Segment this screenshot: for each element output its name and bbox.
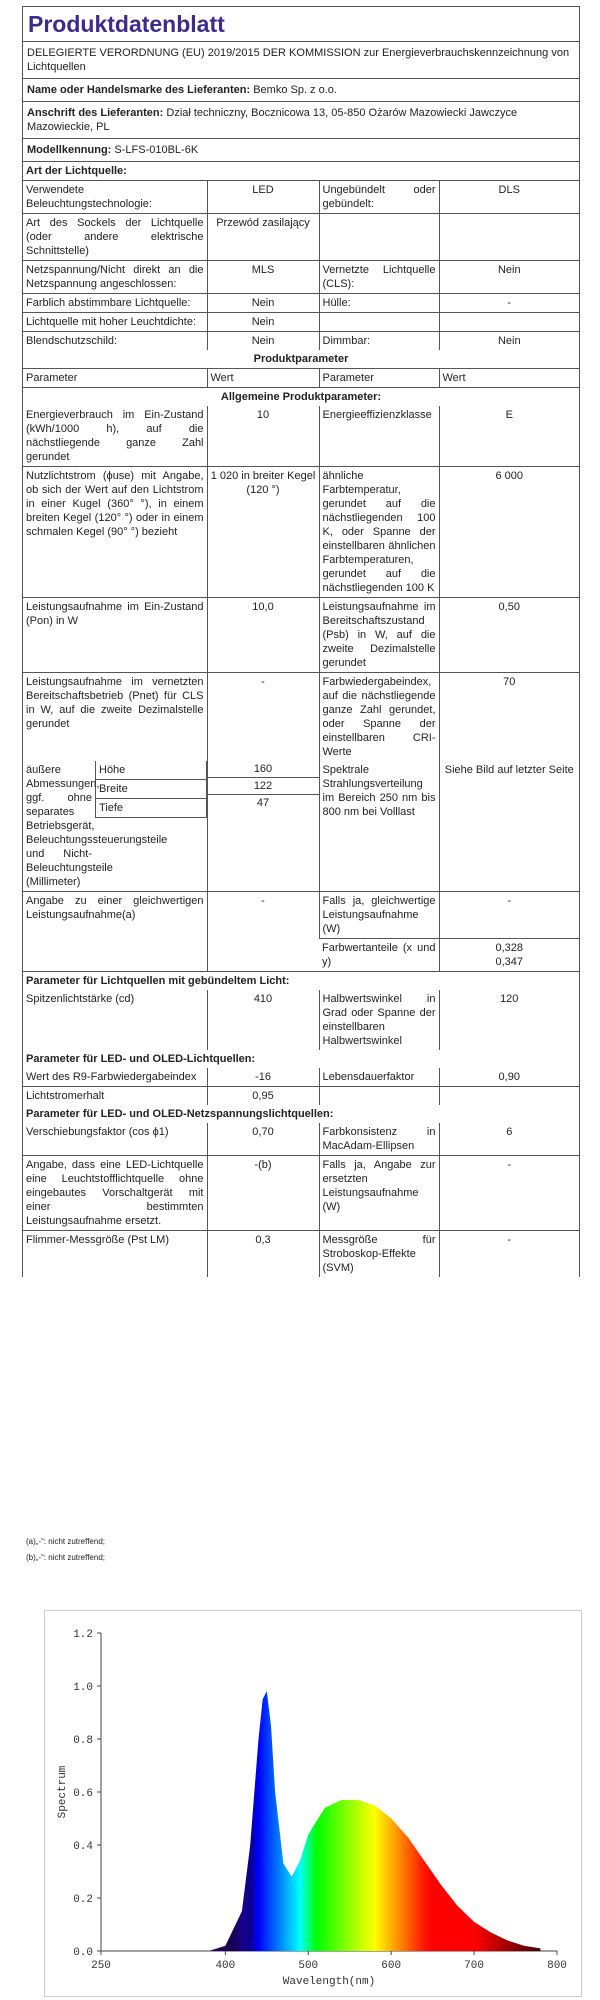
- art-l1-cell: Art des Sockels der Lichtquelle (oder andere elektrische Schnittstelle): [23, 214, 207, 261]
- art-row: [23, 294, 579, 313]
- general-row: [23, 467, 579, 598]
- x-tick-label: 400: [215, 1960, 236, 1972]
- footnote-b: (b)„-“: nicht zutreffend;: [26, 1553, 105, 1562]
- x-tick-label: 250: [91, 1960, 111, 1972]
- mains-l2-cell: Messgröße für Stroboskop-Effekte (SVM): [319, 1231, 439, 1278]
- general-l2-cell: Energieeffizienzklasse: [319, 406, 439, 467]
- general-v2-cell: 70: [439, 673, 579, 762]
- x-tick-label: 500: [298, 1960, 319, 1972]
- general-l2-cell: Farbwiedergabeindex, auf die nächstliegende ganze Zahl gerundet, oder Spanne der einstellbaren CRI-Werte: [319, 673, 439, 762]
- spectral-value: Siehe Bild auf letzter Seite: [439, 761, 579, 892]
- y-tick-label: 0.6: [73, 1788, 93, 1800]
- product-data-sheet: [22, 6, 580, 1277]
- led-v1-cell: -16: [207, 1068, 319, 1087]
- mains-row: [23, 1231, 579, 1278]
- footnotes: [26, 1534, 105, 1566]
- directional-v1-cell: 410: [207, 990, 319, 1050]
- x-tick-label: 600: [381, 1960, 402, 1972]
- art-v1-cell: Przewód zasilający: [207, 214, 319, 261]
- col-value-1: Wert: [207, 369, 319, 388]
- art-heading: Art der Lichtquelle:: [23, 162, 579, 181]
- art-v2-cell: [439, 214, 579, 261]
- art-l2-cell: [319, 313, 439, 332]
- general-row: [23, 673, 579, 762]
- col-value-2: Wert: [439, 369, 579, 388]
- address-row: [23, 102, 579, 139]
- chroma-y: 0,347: [495, 956, 524, 968]
- art-v2-cell: [439, 313, 579, 332]
- general-heading: Allgemeine Produktparameter:: [23, 388, 579, 407]
- y-tick-label: 0.8: [73, 1735, 93, 1747]
- general-v2-cell: E: [439, 406, 579, 467]
- directional-v2-cell: 120: [439, 990, 579, 1050]
- directional-l2-cell: Halbwertswinkel in Grad oder Spanne der einstellbaren Halbwertswinkel: [319, 990, 439, 1050]
- dimensions-label: äußere Abmessungen, ggf. ohne separates Betriebsgerät, Beleuchtungssteuerungsteile und Nicht-Beleuchtungsteile (Millimeter): [26, 764, 168, 888]
- directional-heading: Parameter für Lichtquellen mit gebündeltem Licht:: [23, 972, 579, 991]
- general-row: [23, 406, 579, 467]
- address-value: Dział techniczny, Bocznicowa 13, 05-850 Ożarów Mazowiecki Jawczyce Mazowieckie, PL: [27, 107, 518, 133]
- supplier-row: [23, 79, 579, 102]
- art-v1-cell: Nein: [207, 294, 319, 313]
- general-l1-cell: Leistungsaufnahme im vernetzten Bereitschaftsbetrieb (Pnet) für CLS in W, auf die zweite Dezimalstelle gerundet: [23, 673, 207, 762]
- art-l1-cell: Netzspannung/Nicht direkt an die Netzspannung angeschlossen:: [23, 261, 207, 294]
- y-axis-label: Spectrum: [57, 1765, 69, 1819]
- general-l1-cell: Leistungsaufnahme im Ein-Zustand (Pon) in W: [23, 598, 207, 673]
- spectrum-chart: [44, 1610, 582, 1997]
- directional-row: [23, 990, 579, 1050]
- led-heading: Parameter für LED- und OLED-Lichtquellen:: [26, 1053, 256, 1065]
- y-tick-label: 1.0: [73, 1682, 93, 1694]
- art-l1-cell: Farblich abstimmbare Lichtquelle:: [23, 294, 207, 313]
- chroma-x: 0,328: [495, 942, 524, 954]
- general-v2-cell: 0,50: [439, 598, 579, 673]
- footnote-a: (a)„-“: nicht zutreffend;: [26, 1537, 105, 1546]
- col-param-1: Parameter: [23, 369, 207, 388]
- equiv-row: [23, 892, 579, 939]
- params-heading: Produktparameter: [253, 353, 349, 365]
- led-row: [23, 1068, 579, 1087]
- art-row: [23, 332, 579, 351]
- led-v2-cell: 0,90: [439, 1068, 579, 1087]
- general-v1-cell: 1 020 in breiter Kegel (120 °): [207, 467, 319, 598]
- mains-l1-cell: Flimmer-Messgröße (Pst LM): [23, 1231, 207, 1278]
- art-l2-cell: [319, 214, 439, 261]
- mains-l1-cell: Angabe, dass eine LED-Lichtquelle eine Leuchtstofflichtquelle ohne eingebautes Vorschaltgerät mit einer bestimmten Leistungsaufnahme ersetzt.: [23, 1156, 207, 1231]
- y-tick-label: 0.2: [73, 1894, 93, 1906]
- led-l2-cell: [319, 1087, 439, 1106]
- led-row: [23, 1087, 579, 1106]
- mains-row: [23, 1123, 579, 1156]
- general-v1-cell: -: [207, 673, 319, 762]
- dimension-key: Höhe: [96, 761, 207, 780]
- dimension-value: 47: [256, 797, 270, 809]
- supplier-value: Bemko Sp. z o.o.: [253, 84, 337, 96]
- chroma-label: Farbwertanteile (x und y): [319, 939, 439, 972]
- art-l1-cell: Blendschutzschild:: [23, 332, 207, 351]
- art-row: [23, 261, 579, 294]
- art-v1-cell: Nein: [207, 313, 319, 332]
- led-l1-cell: Lichtstromerhalt: [23, 1087, 207, 1106]
- art-v2-cell: Nein: [439, 332, 579, 351]
- y-tick-label: 0.0: [73, 1947, 93, 1959]
- general-v2-cell: 6 000: [439, 467, 579, 598]
- y-tick-label: 1.2: [73, 1629, 93, 1641]
- mains-row: [23, 1156, 579, 1231]
- model-row: [23, 139, 579, 162]
- dimensions-row: [23, 761, 579, 892]
- directional-l1-cell: Spitzenlichtstärke (cd): [26, 993, 135, 1005]
- art-v2-cell: Nein: [439, 261, 579, 294]
- spec-table: [23, 181, 579, 1277]
- general-v1-cell: 10,0: [207, 598, 319, 673]
- x-tick-label: 700: [464, 1960, 484, 1972]
- general-l1-cell: Energieverbrauch im Ein-Zustand (kWh/1000 h), auf die nächstliegende ganze Zahl gerundet: [26, 409, 204, 463]
- model-label: Modellkennung:: [27, 144, 112, 156]
- dimension-key: Tiefe: [96, 799, 207, 818]
- mains-v2-cell: -: [439, 1156, 579, 1231]
- art-l2-cell: Vernetzte Lichtquelle (CLS):: [319, 261, 439, 294]
- art-l1-cell: Verwendete Beleuchtungstechnologie:: [26, 184, 152, 210]
- led-v1-cell: 0,95: [207, 1087, 319, 1106]
- art-v2-cell: DLS: [439, 181, 579, 214]
- mains-v1-cell: -(b): [207, 1156, 319, 1231]
- dimension-value: 122: [208, 778, 319, 795]
- mains-v2-cell: -: [439, 1231, 579, 1278]
- art-row: [23, 181, 579, 214]
- dimension-key: Breite: [96, 780, 207, 799]
- led-l2-cell: Lebensdauerfaktor: [319, 1068, 439, 1087]
- art-l2-cell: Hülle:: [319, 294, 439, 313]
- art-row: [23, 214, 579, 261]
- general-l2-cell: ähnliche Farbtemperatur, gerundet auf die nächstliegenden 100 K, oder Spanne der einstellbaren ähnlichen Farbtemperaturen, gerundet auf die nächstliegenden 100 K: [319, 467, 439, 598]
- general-l2-cell: Leistungsaufnahme im Bereitschaftszustand (Psb) in W, auf die zweite Dezimalstelle gerundet: [319, 598, 439, 673]
- art-l1-cell: Lichtquelle mit hoher Leuchtdichte:: [23, 313, 207, 332]
- general-v1-cell: 10: [207, 406, 319, 467]
- mains-l1-cell: Verschiebungsfaktor (cos ϕ1): [26, 1126, 169, 1138]
- equiv-value: -: [207, 892, 319, 972]
- model-value: S-LFS-010BL-6K: [114, 144, 199, 156]
- art-l2-cell: Dimmbar:: [319, 332, 439, 351]
- x-axis-label: Wavelength(nm): [282, 1976, 376, 1988]
- led-v2-cell: [439, 1087, 579, 1106]
- mains-heading: Parameter für LED- und OLED-Netzspannungslichtquellen:: [26, 1108, 334, 1120]
- equiv-power-label: Falls ja, gleichwertige Leistungsaufnahme (W): [319, 892, 439, 939]
- mains-l2-cell: Farbkonsistenz in MacAdam-Ellipsen: [319, 1123, 439, 1156]
- mains-v2-cell: 6: [439, 1123, 579, 1156]
- mains-l2-cell: Falls ja, Angabe zur ersetzten Leistungsaufnahme (W): [319, 1156, 439, 1231]
- led-l1-cell: Wert des R9-Farbwiedergabeindex: [26, 1071, 197, 1083]
- dimensions-values: [208, 761, 319, 811]
- spectral-label: Spektrale Strahlungsverteilung im Bereich 250 nm bis 800 nm bei Volllast: [319, 761, 439, 892]
- general-row: [23, 598, 579, 673]
- regulation-text: DELEGIERTE VERORDNUNG (EU) 2019/2015 DER KOMMISSION zur Energieverbrauchskennzeichnung von Lichtquellen: [23, 42, 579, 79]
- y-tick-label: 0.4: [73, 1841, 93, 1853]
- dimensions-table: [95, 761, 207, 818]
- mains-v1-cell: 0,70: [207, 1123, 319, 1156]
- mains-v1-cell: 0,3: [207, 1231, 319, 1278]
- art-v1-cell: MLS: [207, 261, 319, 294]
- art-v2-cell: -: [439, 294, 579, 313]
- dimension-value: 160: [208, 761, 319, 778]
- supplier-label: Name oder Handelsmarke des Lieferanten:: [27, 84, 251, 96]
- page-title: Produktdatenblatt: [23, 7, 579, 42]
- general-l1-cell: Nutzlichtstrom (ϕuse) mit Angabe, ob sich der Wert auf den Lichtstrom in einer Kugel (360° °), in einem breiten Kegel (120° °) oder in einem schmalen Kegel (90° °) bezieht: [23, 467, 207, 598]
- art-row: [23, 313, 579, 332]
- equiv-power-value: -: [439, 892, 579, 939]
- address-label: Anschrift des Lieferanten:: [27, 107, 164, 119]
- art-v1-cell: Nein: [207, 332, 319, 351]
- art-l2-cell: Ungebündelt oder gebündelt:: [319, 181, 439, 214]
- col-param-2: Parameter: [319, 369, 439, 388]
- chroma-values: [439, 939, 579, 972]
- art-v1-cell: LED: [207, 181, 319, 214]
- spectrum-area: [209, 1691, 541, 1951]
- x-tick-label: 800: [547, 1960, 567, 1972]
- equiv-label: Angabe zu einer gleichwertigen Leistungsaufnahme(a): [23, 892, 207, 972]
